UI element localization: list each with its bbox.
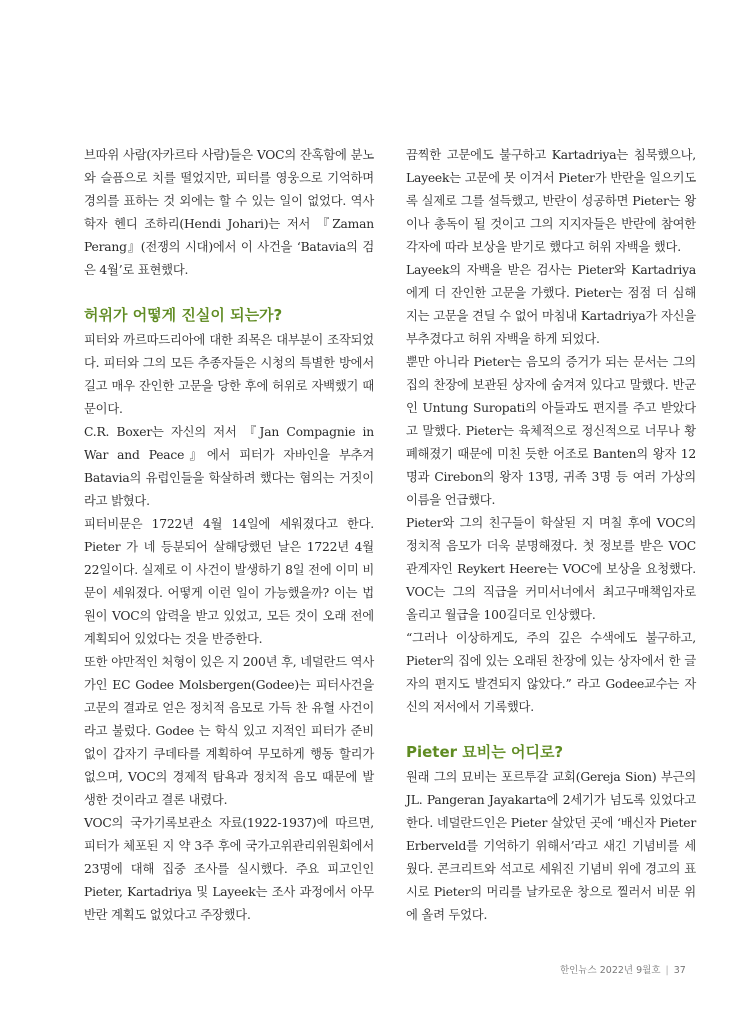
right-paragraph-3: 뿐만 아니라 Pieter는 음모의 증거가 되는 문서는 그의 집의 찬장에 보관된 상자에 숨겨져 있다고 말했다. 반군인 Untung Suropati의 아들과도 편지를 주고 받았다고 말했다. Pieter는 육체적으로 정신적으로 너무나 황폐해졌기 때문에 미친 듯한 어조로 Banten의 왕자 12명과 Cirebon의 왕자 13명, 귀족 3명 등 여러 가상의 이름을 언급했다. xyxy=(406,355,696,507)
footer-separator: | xyxy=(665,965,669,976)
right-paragraph-5: “그러나 이상하게도, 주의 깊은 수색에도 불구하고, Pieter의 집에 있는 오래된 찬장에 있는 상자에서 한 글자의 편지도 발견되지 않았다.” 라고 Godee교수는 자신의 저서에서 기록했다. xyxy=(406,631,696,714)
left-paragraph-6: VOC의 국가기록보관소 자료(1922-1937)에 따르면, 피터가 체포된 지 약 3주 후에 국가고위관리위원회에서 23명에 대해 집중 조사를 실시했다. 주요 피고인인 Pieter, Kartadriya 및 Layeek는 조사 과정에서 아무 반란 계획도 없었다고 주장했다. xyxy=(84,816,374,922)
page-number: 37 xyxy=(673,965,686,976)
right-paragraph-2: Layeek의 자백을 받은 검사는 Pieter와 Kartadriya에게 더 잔인한 고문을 가했다. Pieter는 점점 더 심해지는 고문을 견딜 수 없어 마침내 Kartadriya가 자신을 부추겼다고 허위 자백을 하게 되었다. xyxy=(406,263,696,346)
left-column xyxy=(84,144,374,927)
left-paragraph-2: 피터와 까르따드리아에 대한 죄목은 대부분이 조작되었다. 피터와 그의 모든 추종자들은 시청의 특별한 방에서 길고 매우 잔인한 고문을 당한 후에 허위로 자백했기 때문이다. xyxy=(84,333,374,416)
left-paragraph-4: 피터비문은 1722년 4월 14일에 세워졌다고 한다. Pieter 가 네 등분되어 살해당했던 날은 1722년 4월 22일이다. 실제로 이 사건이 발생하기 8일 전에 이미 비문이 세워졌다. 어떻게 이런 일이 가능했을까? 이는 법원이 VOC의 압력을 받고 있었고, 모든 것이 오래 전에 계획되어 있었다는 것을 반증한다. xyxy=(84,517,374,646)
right-paragraph-4: Pieter와 그의 친구들이 학살된 지 며칠 후에 VOC의 정치적 음모가 더욱 분명해졌다. 첫 정보를 받은 VOC 관계자인 Reykert Heere는 VOC에 보상을 요청했다. VOC는 그의 직급을 커미서너에서 최고구매책임자로 올리고 월급을 100길더로 인상했다. xyxy=(406,516,696,622)
right-paragraph-1: 끔찍한 고문에도 불구하고 Kartadriya는 침묵했으나, Layeek는 고문에 못 이겨서 Pieter가 반란을 일으키도록 실제로 그를 설득했고, 반란이 성공하면 Pieter는 왕이나 총독이 될 것이고 그의 지지자들은 반란에 참여한 각자에 따라 보상을 받기로 했다고 허위 자백을 했다. xyxy=(406,148,696,254)
page-footer xyxy=(560,962,686,976)
left-paragraph-1: 브따위 사람(자카르타 사람)들은 VOC의 잔혹함에 분노와 슬픔으로 치를 떨었지만, 피터를 영웅으로 기억하며 경의를 표하는 것 외에는 할 수 있는 일이 없었다. 역사학자 헨디 조하리(Hendi Johari)는 저서 『Zaman Perang』(전쟁의 시대)에서 이 사건을 ‘Batavia의 검은 4월’로 표현했다. xyxy=(84,148,374,277)
right-column xyxy=(406,144,696,927)
right-paragraph-6: 원래 그의 묘비는 포르투갈 교회(Gereja Sion) 부근의 JL. Pangeran Jayakarta에 2세기가 넘도록 있었다고 한다. 네덜란드인은 Pieter 살았던 곳에 ‘배신자 Pieter Erberveld를 기억하기 위해서’라고 새긴 기념비를 세웠다. 콘크리트와 석고로 세워진 기념비 위에 경고의 표시로 Pieter의 머리를 날카로운 창으로 찔러서 비문 위에 올려 두었다. xyxy=(406,770,696,922)
left-paragraph-5: 또한 야만적인 처형이 있은 지 200년 후, 네덜란드 역사가인 EC Godee Molsbergen(Godee)는 피터사건을 고문의 결과로 얻은 정치적 음모로 가득 찬 유혈 사건이라고 불렀다. Godee 는 학식 있고 지적인 피터가 준비없이 갑자기 쿠데타를 계획하여 무모하게 행동 할리가 없으며, VOC의 경제적 탐욕과 정치적 음모 때문에 발생한 것이라고 결론 내렸다. xyxy=(84,655,374,807)
section-heading-truth: 허위가 어떻게 진실이 되는가? xyxy=(84,306,283,324)
publication-name: 한인뉴스 2022년 9월호 xyxy=(560,965,661,976)
section-heading-tombstone: Pieter 묘비는 어디로? xyxy=(406,743,564,761)
left-paragraph-3: C.R. Boxer는 자신의 저서 『Jan Compagnie in War and Peace』에서 피터가 자바인을 부추겨 Batavia의 유럽인들을 학살하려 했다는 혐의는 거짓이라고 밝혔다. xyxy=(84,425,374,508)
